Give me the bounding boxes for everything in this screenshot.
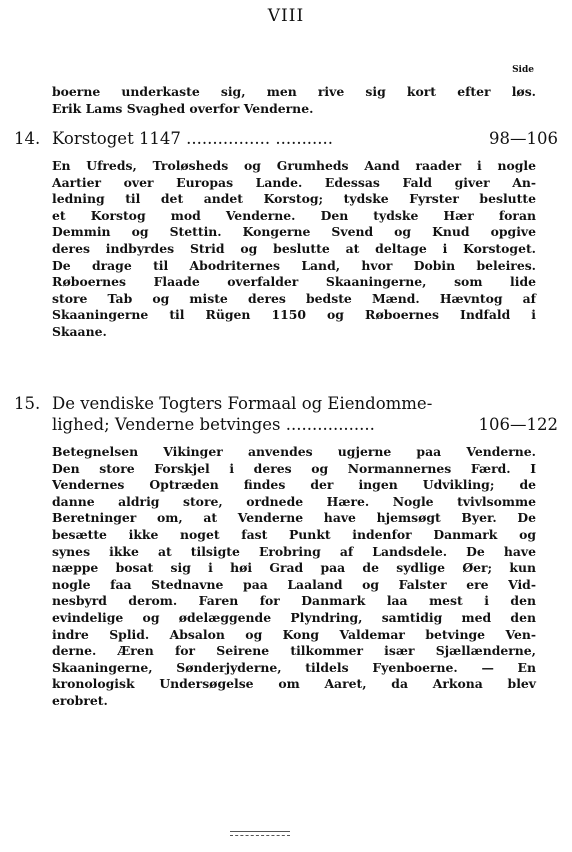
printer-ornament (230, 831, 290, 836)
text-line: Betegnelsen Vikinger anvendes ugjerne paa Venderne. (52, 444, 536, 459)
text-line: En Ufreds, Troløsheds og Grumheds Aand raader i nogle (52, 158, 536, 173)
entry-heading (14, 128, 534, 149)
text-line: nogle faa Stednavne paa Laaland og Falster ere Vid- (52, 576, 536, 592)
entry-number: 14. (14, 129, 41, 148)
text-line: Røboernes Flaade overfalder Skaaningerne, som lide (52, 274, 536, 290)
text-line: De drage til Abodriternes Land, hvor Dobin beleires. (52, 257, 536, 273)
entry-number: 15. (14, 394, 41, 413)
text-line: boerne underkaste sig, men rive sig kort efter løs. (52, 84, 536, 99)
side-column-label: Side (512, 65, 534, 75)
text-line: evindelige og ødelæggende Plyndring, samtidig med den (52, 609, 536, 625)
text-line: Den store Forskjel i deres og Normannernes Færd. I (52, 460, 536, 476)
text-line: derne. Æren for Seirene tilkommer især Sjællænderne, (52, 643, 536, 659)
entry-title: De vendiske Togters Formaal og Eiendomme- (52, 394, 433, 413)
text-line: danne aldrig store, ordnede Hære. Nogle tvivlsomme (52, 493, 536, 509)
entry-heading (14, 393, 534, 435)
entry-summary (52, 444, 536, 710)
text-line: Demmin og Stettin. Kongerne Svend og Knud opgive (52, 224, 536, 240)
intro-paragraph (52, 84, 536, 117)
entry-title-continued: lighed; Venderne betvinges ................. (52, 415, 375, 434)
text-line: Aartier over Europas Lande. Edessas Fald giver An- (52, 174, 536, 190)
text-line: Beretninger om, at Venderne have hjemsøgt Byer. De (52, 510, 536, 526)
entry-page-range: 106—122 (478, 415, 558, 434)
text-line: ledning til det andet Korstog; tydske Fyrster beslutte (52, 191, 536, 207)
text-line: nesbyrd derom. Faren for Danmark laa mest i den (52, 593, 536, 609)
text-line: erobret. (52, 692, 108, 708)
text-line: Vendernes Optræden findes der ingen Udvikling; de (52, 477, 536, 493)
text-line: Erik Lams Svaghed overfor Venderne. (52, 100, 314, 116)
entry-title: Korstoget 1147 ................ ........... (52, 129, 334, 148)
text-line: Skaane. (52, 323, 107, 339)
text-line: Skaaningerne, Sønderjyderne, tildels Fyenboerne. — En (52, 659, 536, 675)
text-line: deres indbyrdes Strid og beslutte at deltage i Korstoget. (52, 240, 536, 256)
text-line: store Tab og miste deres bedste Mænd. Hævntog af (52, 290, 536, 306)
text-line: et Korstog mod Venderne. Den tydske Hær foran (52, 207, 536, 223)
text-line: indre Splid. Absalon og Kong Valdemar betvinge Ven- (52, 626, 536, 642)
text-line: kronologisk Undersøgelse om Aaret, da Arkona blev (52, 676, 536, 692)
page-folio: VIII (267, 6, 305, 26)
entry-page-range: 98—106 (489, 129, 558, 148)
text-line: Skaaningerne til Rügen 1150 og Røboernes Indfald i (52, 307, 536, 323)
text-line: næppe bosat sig i høi Grad paa de sydlige Øer; kun (52, 560, 536, 576)
text-line: besætte ikke noget fast Punkt indenfor Danmark og (52, 526, 536, 542)
entry-summary (52, 158, 536, 341)
text-line: synes ikke at tilsigte Erobring af Landsdele. De have (52, 543, 536, 559)
